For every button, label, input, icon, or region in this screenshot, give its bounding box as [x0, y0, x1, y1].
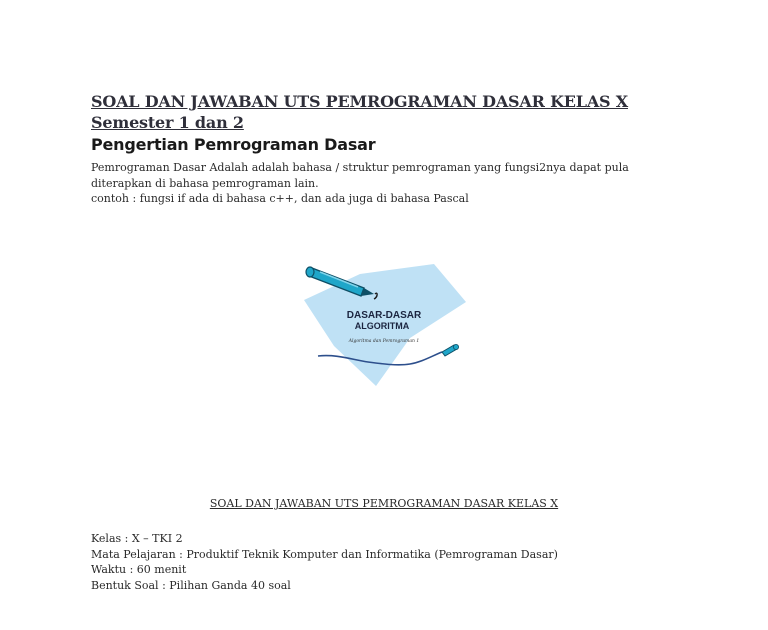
document-title: SOAL DAN JAWABAN UTS PEMROGRAMAN DASAR KELAS X Semester 1 dan 2: [91, 92, 628, 132]
info-line-bentuk-soal: Bentuk Soal : Pilihan Ganda 40 soal: [91, 579, 291, 593]
info-line-waktu: Waktu : 60 menit: [91, 563, 187, 577]
algorithm-illustration-svg: [298, 258, 468, 390]
exam-info: [91, 531, 558, 594]
figure-caption: Algoritma dan Pemrograman 1: [348, 339, 420, 344]
small-pen-icon: [442, 344, 459, 356]
paragraph-line: diterapkan di bahasa pemrograman lain.: [91, 176, 319, 190]
intro-paragraph: [91, 160, 691, 207]
info-line-kelas: Kelas : X – TKI 2: [91, 532, 183, 545]
exam-section-title: SOAL DAN JAWABAN UTS PEMROGRAMAN DASAR KELAS X: [209, 497, 559, 510]
section-heading: Pengertian Pemrograman Dasar: [91, 135, 376, 154]
info-line-mata-pelajaran: Mata Pelajaran : Produktif Teknik Komputer dan Informatika (Pemrograman Dasar): [91, 547, 558, 561]
paragraph-line: contoh : fungsi if ada di bahasa c++, dan ada juga di bahasa Pascal: [91, 192, 469, 205]
paragraph-line: Pemrograman Dasar Adalah adalah bahasa / struktur pemrograman yang fungsi2nya dapat pula: [91, 161, 629, 174]
figure-title-line2: ALGORITMA: [354, 321, 410, 331]
figure-title-line1: DASAR-DASAR: [346, 310, 422, 321]
algorithm-illustration: [298, 258, 468, 390]
